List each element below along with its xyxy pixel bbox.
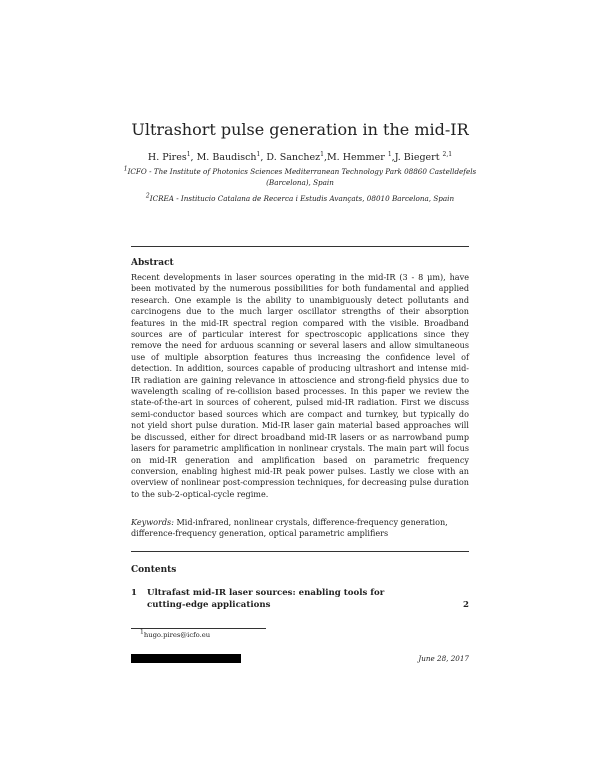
abstract-top-rule <box>131 246 469 247</box>
toc-entry-page: 2 <box>463 599 469 610</box>
author-list <box>0 152 600 163</box>
footnote-email: $^1$hugo.pires@icfo.eu <box>140 628 211 639</box>
redaction-bar <box>131 654 241 663</box>
contents-heading: Contents <box>131 565 177 575</box>
author-3: D. Sanchez$^1$,M. Hemmer <box>266 150 388 163</box>
author-5: 2,1 <box>442 150 453 158</box>
affiliation-2: $^2$ICREA - Institucio Catalana de Recerca i Estudis Avançats, 08010 Barcelona, Spain <box>145 192 455 203</box>
author-1: H. Pires$^1$, <box>147 150 197 163</box>
toc-entry-title: Ultrafast mid-IR laser sources: enabling tools for cutting-edge applications <box>147 588 385 610</box>
keywords-label: Keywords: <box>131 517 174 527</box>
author-2: M. Baudisch$^1$, <box>196 150 267 163</box>
footnote-rule <box>131 628 266 629</box>
paper-title: Ultrashort pulse generation in the mid-IR <box>131 120 469 139</box>
affiliation-1: $^1$ICFO - The Institute of Photonics Sciences Mediterranean Technology Park 08860 Castelldefels (Barcelona), Spain <box>123 165 477 187</box>
keywords <box>131 517 469 540</box>
author-4: $^1$,J. Biegert <box>387 150 443 163</box>
abstract-bottom-rule <box>131 551 469 552</box>
abstract-heading: Abstract <box>131 258 174 268</box>
keywords-text: Mid-infrared, nonlinear crystals, difference-frequency generation, difference-frequency generation, optical parametric amplifiers <box>131 517 448 539</box>
abstract-body: Recent developments in laser sources operating in the mid-IR (3 - 8 μm), have been motivated by the numerous possibilities for both fundamental and applied research. One example is the ability to unambiguously detect pollutants and carcinogens due to the much larger oscillator strengths of their absorption features in the mid-IR spectral region compared with the visible. Broadband sources are of particular interest for spectroscopic applications since they remove the need for arduous scanning or several lasers and allow simultaneous use of multiple absorption features thus increasing the confidence level of detection. In addition, sources capable of producing ultrashort and intense mid-IR radiation are gaining relevance in attoscience and strong-field physics due to wavelength scaling of re-collision based processes. In this paper we review the state-of-the-art in sources of coherent, pulsed mid-IR radiation. First we discuss semi-conductor based sources which are compact and turnkey, but typically do not yield short pulse duration. Mid-IR laser gain material based approaches will be discussed, either for direct broadband mid-IR lasers or as narrowband pump lasers for parametric amplification in nonlinear crystals. The main part will focus on mid-IR generation and amplification based on parametric frequency conversion, enabling highest mid-IR peak power pulses. Lastly we close with an overview of nonlinear post-compression techniques, for decreasing pulse duration to the sub-2-optical-cycle regime. <box>131 272 470 499</box>
toc-entry-number: 1 <box>131 588 137 598</box>
document-date: June 28, 2017 <box>418 654 469 663</box>
